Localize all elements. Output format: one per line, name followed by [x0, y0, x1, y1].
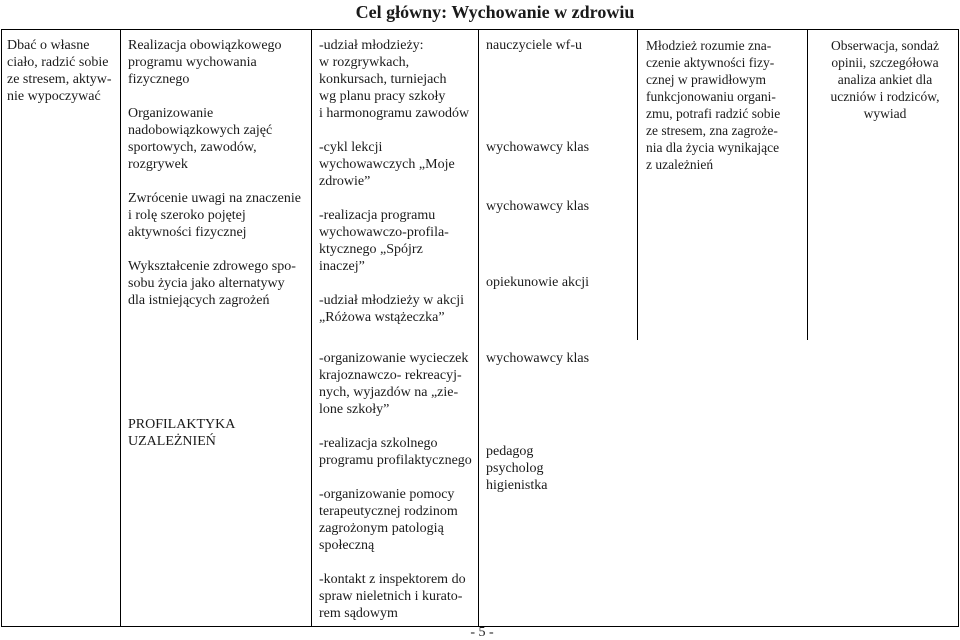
activity-item: -kontakt z inspektorem do spraw nieletnich i kurato- rem sądowym — [319, 572, 466, 621]
page-number: - 5 - — [470, 625, 494, 640]
task-item: Realizacja obowiązkowego programu wychowania fizycznego — [128, 38, 282, 87]
responsible-cell-2 — [486, 350, 626, 494]
activities-cell-2 — [319, 350, 484, 622]
responsible-item: nauczyciele wf-u — [486, 38, 582, 53]
tasks-cell — [128, 37, 308, 309]
column-divider — [807, 29, 808, 340]
activity-item: -realizacja szkolnego programu profilaktycznego — [319, 436, 472, 468]
responsible-item: opiekunowie akcji — [486, 275, 590, 290]
activity-item: -organizowanie wycieczek krajoznawczo- rekreacyj- nych, wyjazdów na „zie- lone szkoły” — [319, 351, 469, 417]
column-divider — [311, 29, 312, 627]
evaluation-cell: Obserwacja, sondaż opinii, szczegółowa analiza ankiet dla uczniów i rodziców, wywiad — [830, 38, 940, 121]
section-heading: PROFILAKTYKA UZALEŻNIEŃ — [128, 417, 236, 449]
activities-cell — [319, 37, 484, 326]
activity-item: -cykl lekcji wychowawczych „Moje zdrowie” — [319, 140, 455, 189]
page-title: Cel główny: Wychowanie w zdrowiu — [355, 2, 635, 22]
column-divider — [637, 29, 638, 340]
responsible-item: pedagog psycholog higienistka — [486, 444, 548, 493]
column-divider — [120, 29, 121, 627]
activity-item: -organizowanie pomocy terapeutycznej rodzinom zagrożonym patologią społeczną — [319, 487, 458, 553]
goal-cell: Dbać o własne ciało, radzić sobie ze stresem, aktyw- nie wypoczywać — [7, 38, 112, 104]
task-item: Wykształcenie zdrowego spo- sobu życia jako alternatywy dla istniejących zagrożeń — [128, 259, 296, 308]
responsible-item: wychowawcy klas — [486, 199, 590, 214]
task-item: Organizowanie nadobowiązkowych zajęć sportowych, zawodów, rozgrywek — [128, 106, 273, 172]
responsible-item: wychowawcy klas — [486, 140, 590, 155]
activity-item: -udział młodzieży: w rozgrywkach, konkursach, turniejach wg planu pracy szkoły i harmonogramu zawodów — [319, 38, 470, 121]
responsible-item: wychowawcy klas — [486, 351, 590, 366]
task-item: Zwrócenie uwagi na znaczenie i rolę szeroko pojętej aktywności fizycznej — [128, 191, 301, 240]
expected-results-cell: Młodzież rozumie zna- czenie aktywności fizy- cznej w prawidłowym funkcjonowaniu organi- zmu, potrafi radzić sobie ze stresem, zna zagroże- nia dla życia wynikające z uzależnień — [646, 38, 781, 172]
responsible-cell — [486, 37, 626, 291]
activity-item: -realizacja programu wychowawczo-profila- ktycznego „Spójrz inaczej” — [319, 208, 449, 274]
activity-item: -udział młodzieży w akcji „Różowa wstążeczka” — [319, 293, 464, 325]
